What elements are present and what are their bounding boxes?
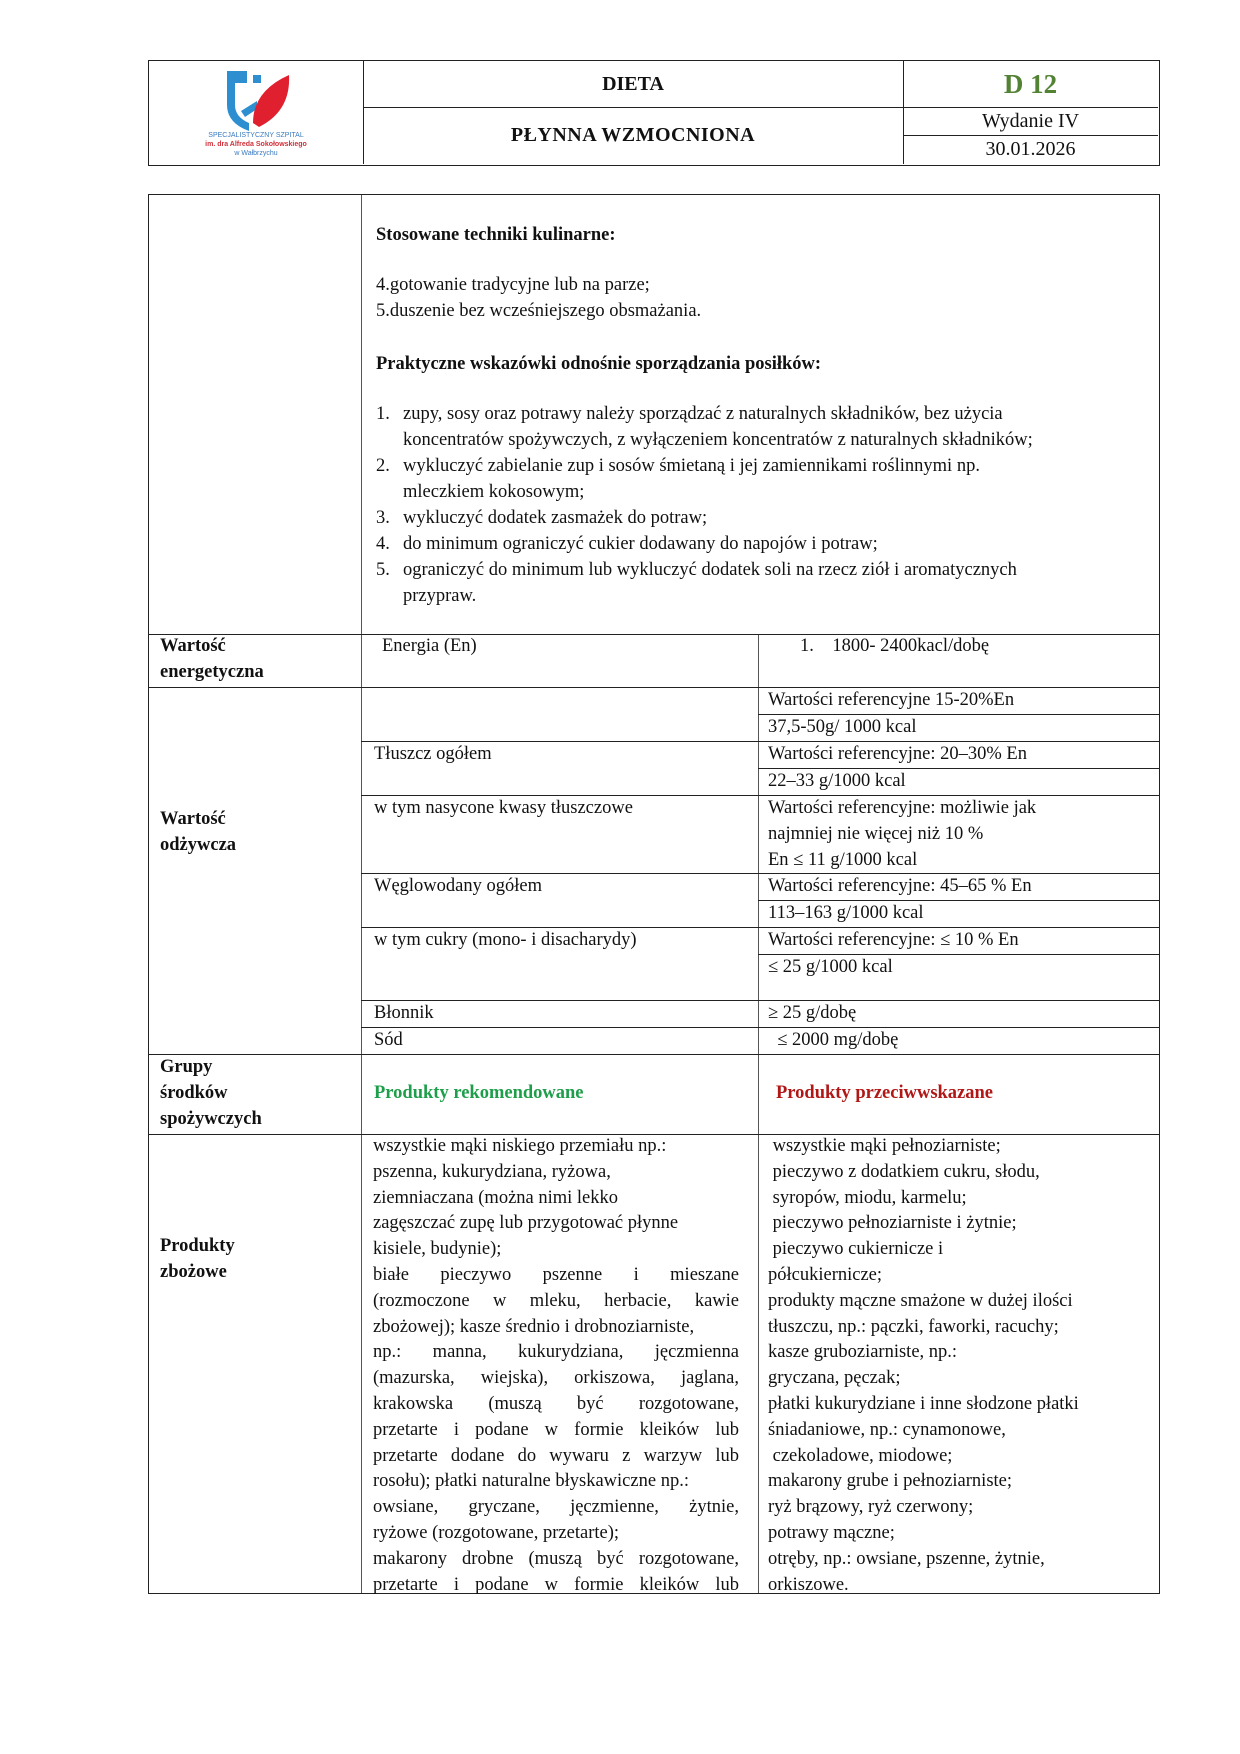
contraindicated-line: czekoladowe, miodowe;	[768, 1445, 953, 1466]
document-header	[148, 60, 1160, 166]
energy-label: energetyczna	[160, 662, 264, 682]
groups-label: Grupy	[160, 1057, 213, 1077]
row-divider	[149, 1054, 1159, 1055]
tips-heading: Praktyczne wskazówki odnośnie sporządzania posiłków:	[376, 354, 822, 374]
recommended-line: zbożowej); kasze średnio i drobnoziarniste,	[373, 1316, 695, 1337]
tip-item: 5. ograniczyć do minimum lub wykluczyć dodatek soli na rzecz ziół i aromatycznych przypraw.	[376, 560, 1017, 606]
nutrition-value: Wartości referencyjne: możliwie jak	[768, 798, 1037, 818]
contraindicated-line: półcukiernicze;	[768, 1264, 883, 1285]
nutrition-value: ≤ 25 g/1000 kcal	[768, 957, 893, 977]
contraindicated-line: otręby, np.: owsiane, pszenne, żytnie,	[768, 1548, 1045, 1569]
recommended-line: przetarte dodane do wywaru z warzyw lub	[373, 1445, 739, 1466]
recommended-line: białe pieczywo pszenne i mieszane	[373, 1264, 739, 1285]
recommended-line: makarony drobne (muszą być rozgotowane,	[373, 1548, 739, 1569]
nutrient-fiber: Błonnik	[374, 1003, 434, 1023]
diet-label: DIETA	[363, 61, 904, 108]
tip-item: 2. wykluczyć zabielanie zup i sosów śmietaną i jej zamiennikami roślinnymi np. mleczkiem kokosowym;	[376, 456, 980, 502]
contraindicated-line: ryż brązowy, ryż czerwony;	[768, 1497, 974, 1518]
contraindicated-line: wszystkie mąki pełnoziarniste;	[768, 1136, 1001, 1156]
contraindicated-line: kasze gruboziarniste, np.:	[768, 1342, 958, 1363]
column-divider	[758, 687, 759, 1593]
recommended-line: pszenna, kukurydziana, ryżowa,	[373, 1161, 611, 1182]
contraindicated-line: tłuszczu, np.: pączki, faworki, racuchy;	[768, 1316, 1059, 1337]
tip-item: 1. zupy, sosy oraz potrawy należy sporządzać z naturalnych składników, bez użycia koncentratów spożywczych, z wyłączeniem koncentratów z naturalnych składników;	[376, 404, 1033, 450]
row-divider	[361, 1027, 1159, 1028]
groups-label: spożywczych	[160, 1109, 262, 1129]
energy-name: Energia (En)	[382, 636, 477, 656]
hospital-shield-icon	[149, 61, 363, 131]
recommended-header: Produkty rekomendowane	[374, 1083, 584, 1103]
recommended-line: przetarte i podane w formie kleików lub	[373, 1419, 739, 1440]
nutrient-saturated-fat: w tym nasycone kwasy tłuszczowe	[374, 798, 633, 818]
nutrition-value: Wartości referencyjne: 20–30% En	[768, 744, 1027, 764]
technique-item: 5.duszenie bez wcześniejszego obsmażania.	[376, 301, 702, 321]
contraindicated-line: pieczywo cukiernicze i	[768, 1239, 944, 1260]
hospital-logo	[149, 61, 364, 164]
diet-name: PŁYNNA WZMOCNIONA	[363, 107, 904, 164]
contraindicated-line: śniadaniowe, np.: cynamonowe,	[768, 1419, 1006, 1440]
cereal-contraindicated-list	[768, 1134, 1148, 1598]
groups-label: środków	[160, 1083, 228, 1103]
nutrient-carbohydrates: Węglowodany ogółem	[374, 876, 542, 896]
cereal-label: zbożowe	[160, 1262, 227, 1282]
energy-value: 1. 1800- 2400kacl/dobę	[800, 636, 990, 656]
nutrition-label: Wartość	[160, 809, 226, 829]
recommended-line: rosołu); płatki naturalne błyskawiczne np.:	[373, 1471, 689, 1492]
recommended-line: np.: manna, kukurydziana, jęczmienna	[373, 1342, 739, 1363]
recommended-line: krakowska (muszą być rozgotowane,	[373, 1393, 739, 1414]
recommended-line: przetarte i podane w formie kleików lub	[373, 1574, 739, 1595]
technique-item: 4.gotowanie tradycyjne lub na parze;	[376, 275, 650, 295]
contraindicated-line: syropów, miodu, karmelu;	[768, 1187, 967, 1208]
cereal-label: Produkty	[160, 1236, 235, 1256]
nutrition-value: 22–33 g/1000 kcal	[768, 771, 906, 791]
contraindicated-line: orkiszowe.	[768, 1574, 849, 1595]
contraindicated-header: Produkty przeciwwskazane	[776, 1083, 994, 1103]
nutrition-value: Wartości referencyjne: 45–65 % En	[768, 876, 1032, 896]
contraindicated-line: płatki kukurydziane i inne słodzone płatki	[768, 1393, 1079, 1414]
nutrition-value: ≤ 2000 mg/dobę	[768, 1030, 899, 1050]
logo-line-3: w Wałbrzychu	[234, 150, 278, 157]
logo-line-2: im. dra Alfreda Sokołowskiego	[205, 141, 307, 148]
cereal-recommended-list	[373, 1134, 739, 1598]
nutrition-value: ≥ 25 g/dobę	[768, 1003, 857, 1023]
column-divider	[758, 634, 759, 687]
nutrition-value: Wartości referencyjne 15-20%En	[768, 690, 1015, 710]
recommended-line: (mazurska, wiejska), orkiszowa, jaglana,	[373, 1368, 739, 1389]
column-divider	[361, 195, 362, 1593]
contraindicated-line: gryczana, pęczak;	[768, 1368, 901, 1389]
recommended-line: wszystkie mąki niskiego przemiału np.:	[373, 1136, 667, 1156]
diet-code: D 12	[903, 61, 1158, 108]
recommended-line: ryżowe (rozgotowane, przetarte);	[373, 1522, 620, 1543]
nutrient-sodium: Sód	[374, 1030, 403, 1050]
contraindicated-line: produkty mączne smażone w dużej ilości	[768, 1290, 1073, 1311]
nutrition-value: najmniej nie więcej niż 10 %	[768, 824, 984, 844]
tip-item: 4. do minimum ograniczyć cukier dodawany do napojów i potraw;	[376, 534, 878, 554]
nutrition-label: odżywcza	[160, 835, 237, 855]
edition: Wydanie IV	[903, 107, 1158, 136]
contraindicated-line: makarony grube i pełnoziarniste;	[768, 1471, 1013, 1492]
recommended-line: ziemniaczana (można nimi lekko	[373, 1187, 619, 1208]
contraindicated-line: pieczywo pełnoziarniste i żytnie;	[768, 1213, 1017, 1234]
logo-line-1: SPECJALISTYCZNY SZPITAL	[208, 132, 304, 139]
techniques-heading: Stosowane techniki kulinarne:	[376, 225, 616, 245]
recommended-line: zagęszczać zupę lub przygotować płynne	[373, 1213, 679, 1234]
nutrition-value: Wartości referencyjne: ≤ 10 % En	[768, 930, 1019, 950]
tips-list	[376, 401, 1033, 609]
tip-item: 3. wykluczyć dodatek zasmażek do potraw;	[376, 508, 708, 528]
nutrition-value: 37,5-50g/ 1000 kcal	[768, 717, 917, 737]
row-divider	[149, 634, 1159, 635]
recommended-line: owsiane, gryczane, jęczmienne, żytnie,	[373, 1497, 739, 1518]
contraindicated-line: potrawy mączne;	[768, 1522, 895, 1543]
nutrition-value: En ≤ 11 g/1000 kcal	[768, 850, 918, 870]
contraindicated-line: pieczywo z dodatkiem cukru, słodu,	[768, 1161, 1040, 1182]
issue-date: 30.01.2026	[985, 138, 1076, 160]
nutrition-value: 113–163 g/1000 kcal	[768, 903, 924, 923]
recommended-line: (rozmoczone w mleku, herbacie, kawie	[373, 1290, 739, 1311]
row-divider	[361, 1000, 1159, 1001]
nutrient-sugars: w tym cukry (mono- i disacharydy)	[374, 930, 637, 950]
energy-label: Wartość	[160, 636, 226, 656]
nutrient-fat: Tłuszcz ogółem	[374, 744, 492, 764]
recommended-line: kisiele, budynie);	[373, 1239, 502, 1260]
